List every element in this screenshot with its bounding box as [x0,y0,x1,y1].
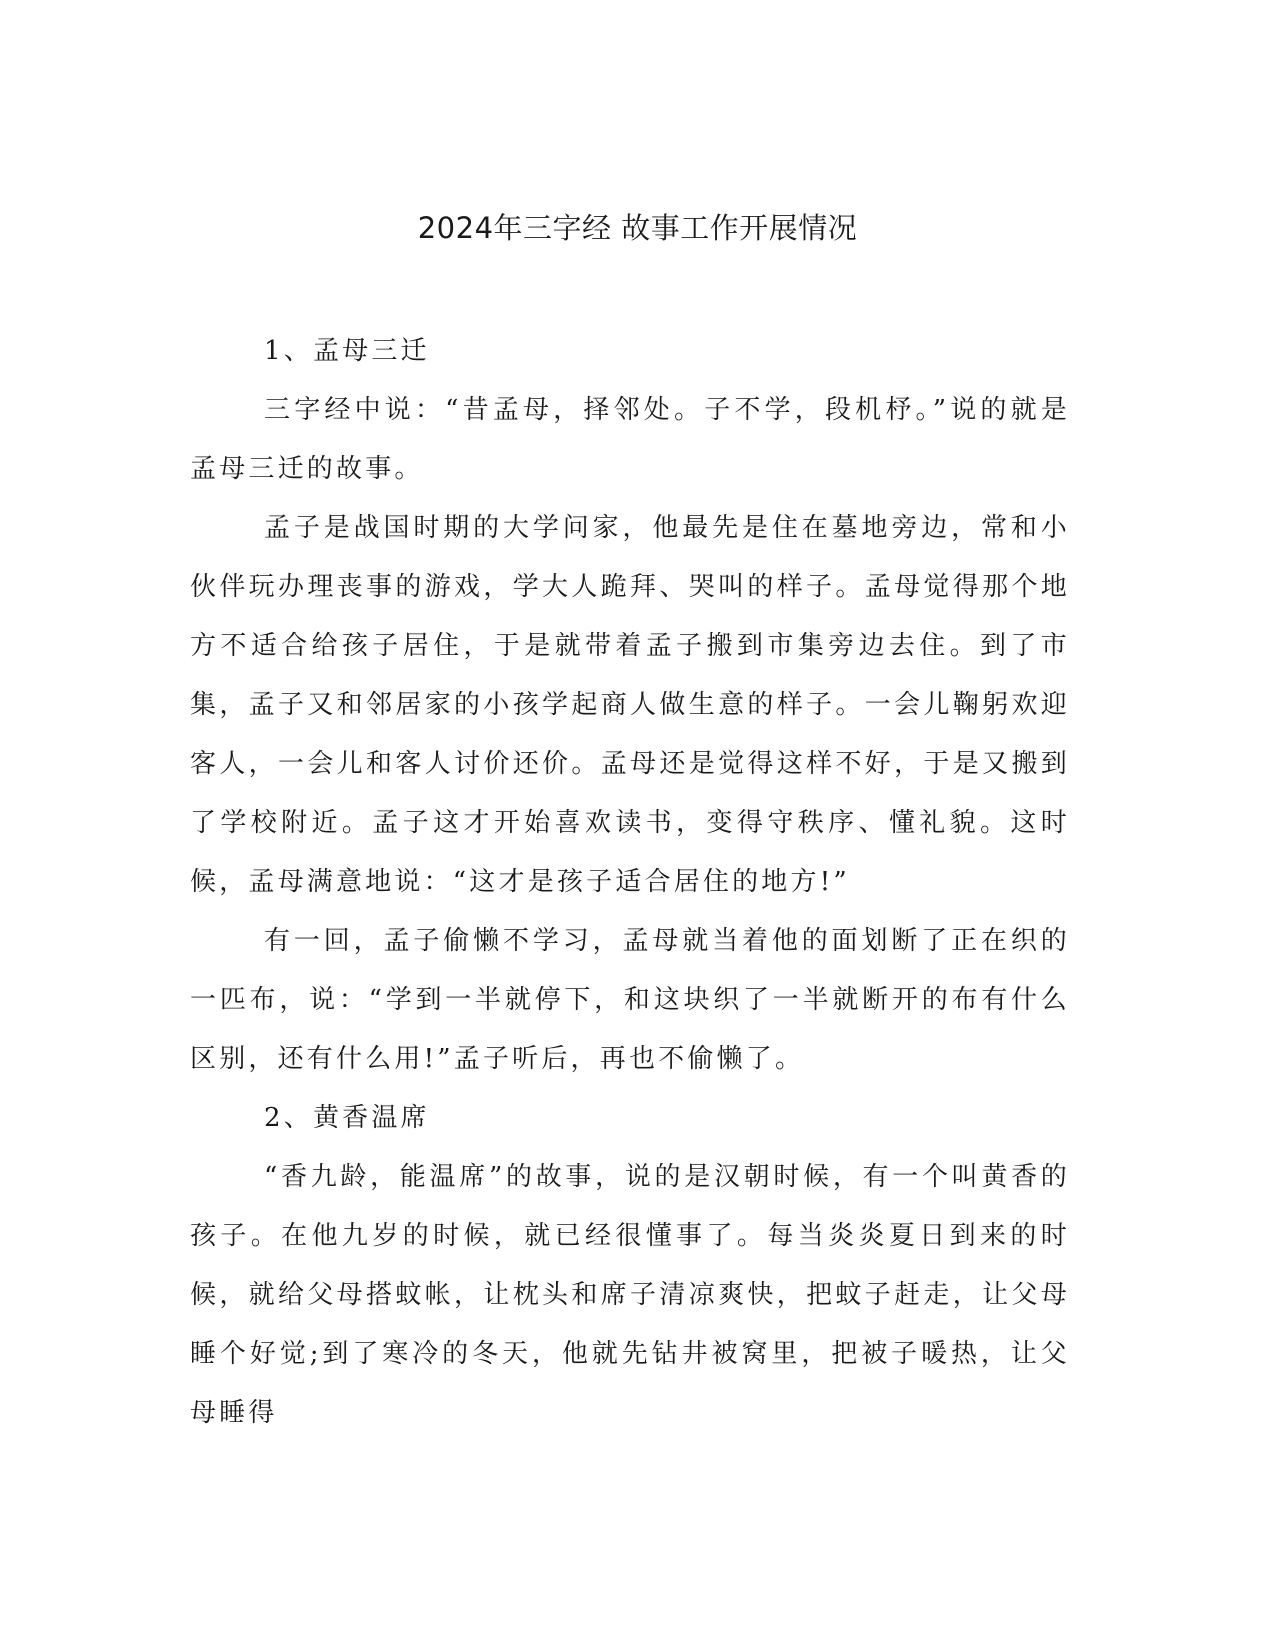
document-title: 2024年三字经 故事工作开展情况 [417,211,858,245]
paragraph: 孟子是战国时期的大学问家，他最先是住在墓地旁边，常和小伙伴玩办理丧事的游戏，学大人跪拜、哭叫的样子。孟母觉得那个地方不适合给孩子居住，于是就带着孟子搬到市集旁边去住。到了市集，孟子又和邻居家的小孩学起商人做生意的样子。一会儿鞠躬欢迎客人，一会儿和客人讨价还价。孟母还是觉得这样不好，于是又搬到了学校附近。孟子这才开始喜欢读书，变得守秩序、懂礼貌。这时候，孟母满意地说：“这才是孩子适合居住的地方!” [190,513,1070,897]
document-body [190,322,1070,1443]
section-heading-1: 1、孟母三迁 [264,336,430,366]
paragraph: 三字经中说：“昔孟母，择邻处。子不学，段机杼。”说的就是孟母三迁的故事。 [190,395,1070,484]
section-heading-2: 2、黄香温席 [264,1103,430,1133]
paragraph: 有一回，孟子偷懒不学习，孟母就当着他的面划断了正在织的一匹布，说：“学到一半就停下，和这块织了一半就断开的布有什么区别，还有什么用!”孟子听后，再也不偷懒了。 [190,926,1070,1074]
paragraph: “香九龄，能温席”的故事，说的是汉朝时候，有一个叫黄香的孩子。在他九岁的时候，就已经很懂事了。每当炎炎夏日到来的时候，就给父母搭蚊帐，让枕头和席子清凉爽快，把蚊子赶走，让父母睡个好觉;到了寒冷的冬天，他就先钻井被窝里，把被子暖热，让父母睡得 [190,1162,1070,1428]
